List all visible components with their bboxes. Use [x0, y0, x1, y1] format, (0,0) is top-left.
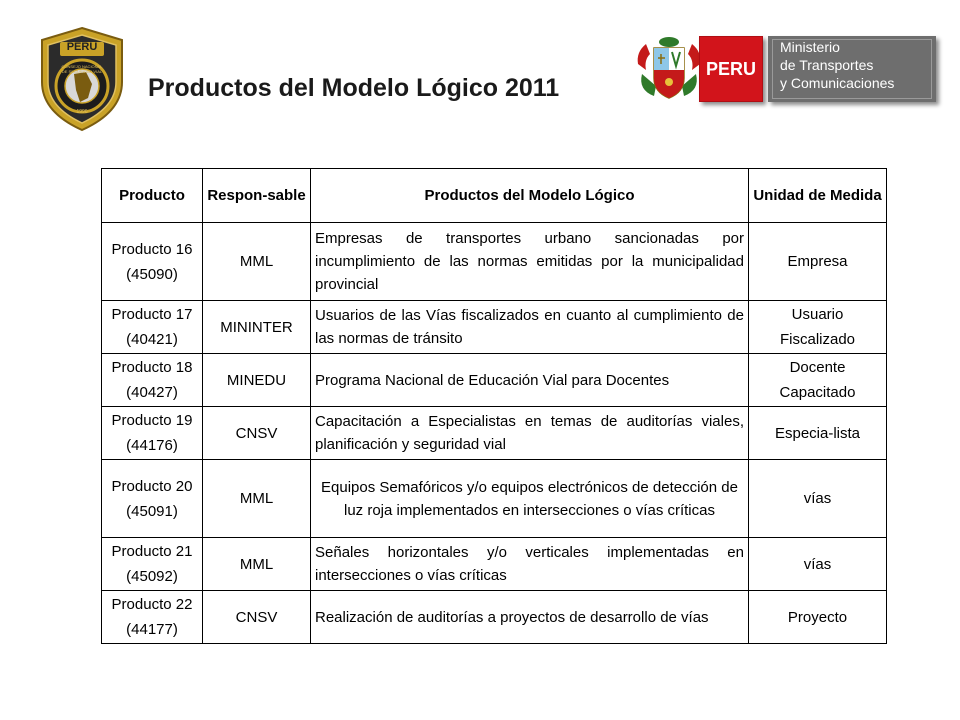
- responsable-cell: MML: [203, 223, 311, 301]
- producto-cell: Producto 18 (40427): [102, 354, 203, 407]
- ministry-line: de Transportes: [780, 57, 874, 73]
- unidad-cell: vías: [749, 460, 887, 538]
- table-row: [102, 301, 887, 354]
- producto-cell: Producto 21 (45092): [102, 538, 203, 591]
- page-title: Productos del Modelo Lógico 2011: [148, 74, 560, 102]
- modelo-cell: Empresas de transportes urbano sancionadas por incumplimiento de las normas emitidas por la municipalidad provincial: [311, 223, 749, 301]
- header-producto: Producto: [102, 169, 203, 223]
- unidad-cell: Empresa: [749, 223, 887, 301]
- producto-cell: Producto 17 (40421): [102, 301, 203, 354]
- modelo-cell: Programa Nacional de Educación Vial para Docentes: [311, 354, 749, 407]
- modelo-cell: Señales horizontales y/o verticales implementadas en intersecciones o vías críticas: [311, 538, 749, 591]
- table-row: [102, 538, 887, 591]
- header-responsable: Respon-sable: [203, 169, 311, 223]
- peru-label: PERU: [705, 58, 756, 79]
- products-table: [101, 168, 887, 644]
- coat-of-arms-icon: [634, 34, 704, 104]
- producto-cell: Producto 22 (44177): [102, 591, 203, 644]
- unidad-cell: vías: [749, 538, 887, 591]
- table-row: [102, 354, 887, 407]
- header-unidad: Unidad de Medida: [749, 169, 887, 223]
- producto-cell: Producto 20 (45091): [102, 460, 203, 538]
- modelo-cell: Usuarios de las Vías fiscalizados en cuanto al cumplimiento de las normas de tránsito: [311, 301, 749, 354]
- badge-text: PERU: [66, 41, 98, 53]
- table-header-row: [102, 169, 887, 223]
- ministry-line: y Comunicaciones: [780, 75, 895, 91]
- peru-brand-box: [699, 36, 763, 102]
- unidad-cell: Docente Capacitado: [749, 354, 887, 407]
- badge-ring-text: CONSEJO NACIONAL DE SEGURIDAD VIAL: [61, 64, 103, 74]
- responsable-cell: MML: [203, 538, 311, 591]
- table-row: [102, 407, 887, 460]
- modelo-cell: Equipos Semafóricos y/o equipos electrónicos de detección de luz roja implementados en intersecciones o vías críticas: [311, 460, 749, 538]
- ministry-line: Ministerio: [780, 39, 840, 55]
- responsable-cell: CNSV: [203, 407, 311, 460]
- unidad-cell: Proyecto: [749, 591, 887, 644]
- cnsv-badge-logo: [36, 26, 128, 132]
- ministry-brand-box: [768, 36, 936, 102]
- table-row: [102, 460, 887, 538]
- producto-cell: Producto 16 (45090): [102, 223, 203, 301]
- unidad-cell: Usuario Fiscalizado: [749, 301, 887, 354]
- modelo-cell: Realización de auditorías a proyectos de desarrollo de vías: [311, 591, 749, 644]
- header-modelo: Productos del Modelo Lógico: [311, 169, 749, 223]
- responsable-cell: MININTER: [203, 301, 311, 354]
- table-row: [102, 223, 887, 301]
- badge-year: 1996: [76, 109, 88, 115]
- producto-cell: Producto 19 (44176): [102, 407, 203, 460]
- responsable-cell: MML: [203, 460, 311, 538]
- modelo-cell: Capacitación a Especialistas en temas de auditorías viales, planificación y seguridad vial: [311, 407, 749, 460]
- unidad-cell: Especia-lista: [749, 407, 887, 460]
- table-row: [102, 591, 887, 644]
- responsable-cell: MINEDU: [203, 354, 311, 407]
- responsable-cell: CNSV: [203, 591, 311, 644]
